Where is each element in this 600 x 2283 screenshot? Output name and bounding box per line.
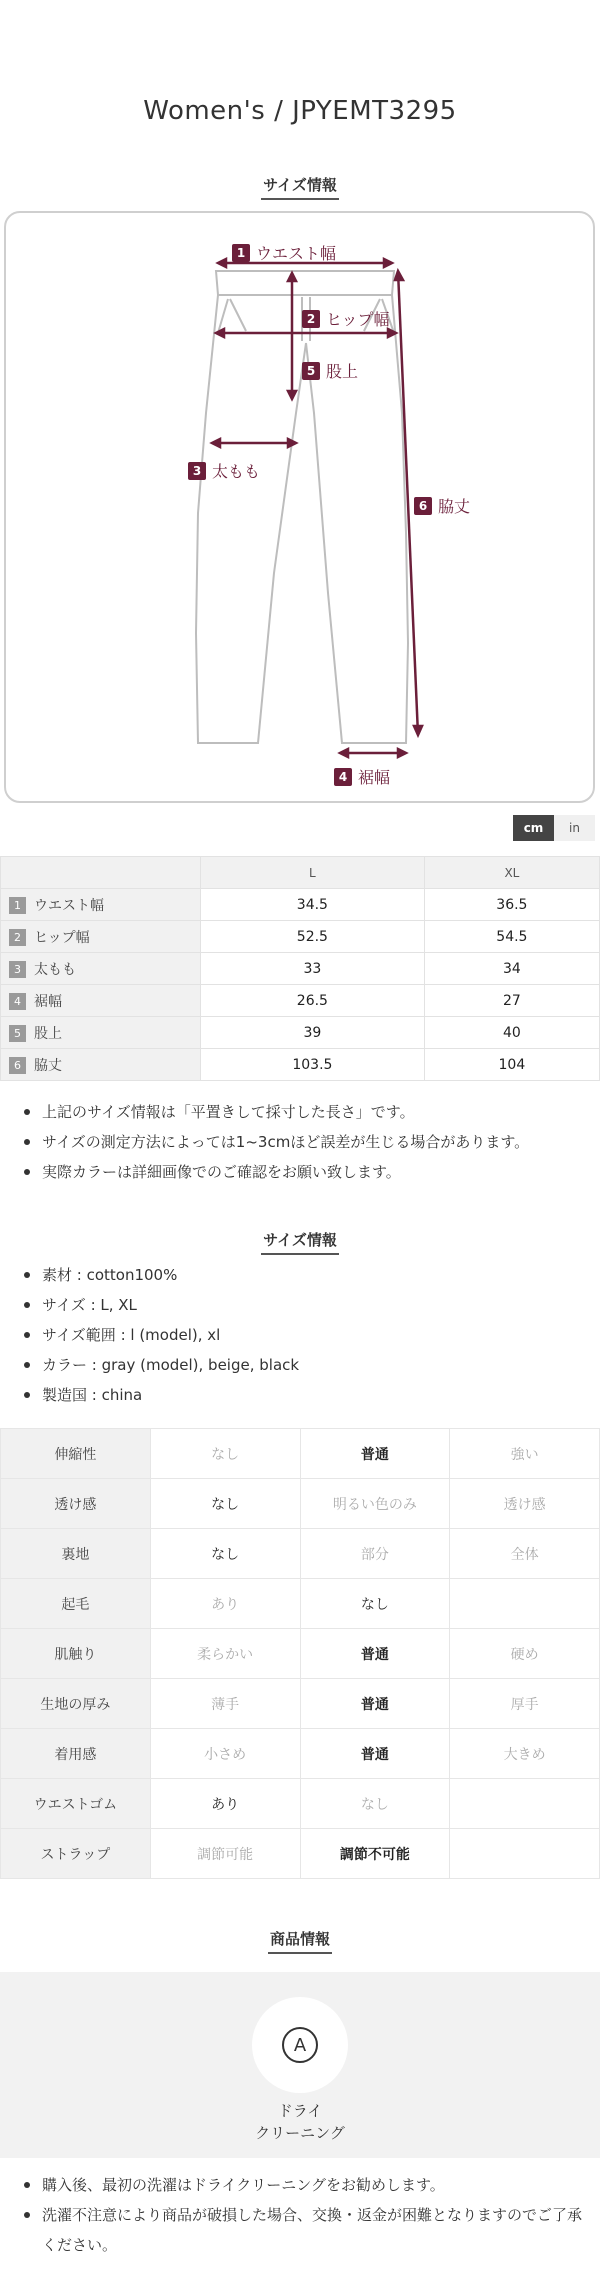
attribute-option: 明るい色のみ <box>300 1479 450 1529</box>
attribute-row <box>1 1829 600 1879</box>
attribute-option: あり <box>150 1579 300 1629</box>
attribute-label: 着用感 <box>1 1729 151 1779</box>
attribute-row <box>1 1729 600 1779</box>
attribute-option: なし <box>300 1579 450 1629</box>
table-cell: 26.5 <box>201 985 425 1017</box>
list-item: 実際カラーは詳細画像でのご確認をお願い致します。 <box>22 1157 592 1187</box>
row-header: 1 ウエスト幅 <box>1 889 201 921</box>
pants-measurement-diagram <box>4 211 595 803</box>
attribute-label: 透け感 <box>1 1479 151 1529</box>
attribute-option: なし <box>150 1429 300 1479</box>
attribute-row <box>1 1679 600 1729</box>
attribute-row <box>1 1779 600 1829</box>
attribute-option: 普通 <box>300 1679 450 1729</box>
attribute-row <box>1 1529 600 1579</box>
table-row <box>1 985 600 1017</box>
attribute-option: 調節不可能 <box>300 1829 450 1879</box>
attribute-option <box>450 1829 600 1879</box>
attribute-label: ウエストゴム <box>1 1779 151 1829</box>
attribute-row <box>1 1629 600 1679</box>
list-item: 素材 : cotton100% <box>22 1260 592 1290</box>
attribute-option: 厚手 <box>450 1679 600 1729</box>
size-table-corner <box>1 857 201 889</box>
size-table <box>0 856 600 1081</box>
row-header: 3 太もも <box>1 953 201 985</box>
attribute-option: なし <box>150 1479 300 1529</box>
list-item: サイズ範囲 : l (model), xl <box>22 1320 592 1350</box>
row-header: 5 股上 <box>1 1017 201 1049</box>
table-cell: 36.5 <box>424 889 599 921</box>
table-cell: 40 <box>424 1017 599 1049</box>
product-specs-list <box>22 1260 592 1410</box>
table-cell: 39 <box>201 1017 425 1049</box>
table-row <box>1 953 600 985</box>
page-title: Women's / JPYEMT3295 <box>143 96 457 126</box>
care-notes-list <box>22 2170 592 2260</box>
row-header: 6 脇丈 <box>1 1049 201 1081</box>
unit-cm-button[interactable]: cm <box>513 815 554 841</box>
size-info-heading: サイズ情報 <box>0 174 600 200</box>
list-item: サイズの測定方法によっては1~3cmほど誤差が生じる場合があります。 <box>22 1127 592 1157</box>
attribute-option: 普通 <box>300 1629 450 1679</box>
care-box <box>0 1972 600 2158</box>
attribute-option: 全体 <box>450 1529 600 1579</box>
table-cell: 103.5 <box>201 1049 425 1081</box>
table-row <box>1 1049 600 1081</box>
product-specs-heading: サイズ情報 <box>0 1229 600 1255</box>
attribute-option <box>450 1779 600 1829</box>
label-hip: 2 ヒップ幅 <box>302 307 390 330</box>
attribute-label: 肌触り <box>1 1629 151 1679</box>
fabric-attribute-table <box>0 1428 600 1879</box>
dry-clean-icon: A <box>282 2027 318 2063</box>
attribute-option: 小さめ <box>150 1729 300 1779</box>
attribute-option: あり <box>150 1779 300 1829</box>
attribute-option <box>450 1579 600 1629</box>
list-item: 上記のサイズ情報は「平置きして採寸した長さ」です。 <box>22 1097 592 1127</box>
table-cell: 54.5 <box>424 921 599 953</box>
attribute-option: 普通 <box>300 1729 450 1779</box>
unit-toggle <box>513 815 595 841</box>
attribute-option: 硬め <box>450 1629 600 1679</box>
table-cell: 27 <box>424 985 599 1017</box>
table-row <box>1 889 600 921</box>
attribute-row <box>1 1479 600 1529</box>
label-hem: 4 裾幅 <box>334 765 390 788</box>
attribute-option: 部分 <box>300 1529 450 1579</box>
table-cell: 104 <box>424 1049 599 1081</box>
label-thigh: 3 太もも <box>188 459 260 482</box>
size-table-header <box>1 857 600 889</box>
attribute-label: 生地の厚み <box>1 1679 151 1729</box>
table-cell: 34.5 <box>201 889 425 921</box>
size-notes-list <box>22 1097 592 1187</box>
label-side-length: 6 脇丈 <box>414 494 470 517</box>
attribute-option: なし <box>150 1529 300 1579</box>
label-waist: 1 ウエスト幅 <box>232 241 336 264</box>
attribute-option: 調節可能 <box>150 1829 300 1879</box>
attribute-option: 柔らかい <box>150 1629 300 1679</box>
table-cell: 34 <box>424 953 599 985</box>
list-item: サイズ : L, XL <box>22 1290 592 1320</box>
table-cell: 52.5 <box>201 921 425 953</box>
attribute-row <box>1 1579 600 1629</box>
attribute-option: なし <box>300 1779 450 1829</box>
care-heading: 商品情報 <box>0 1928 600 1954</box>
attribute-label: 伸縮性 <box>1 1429 151 1479</box>
attribute-option: 強い <box>450 1429 600 1479</box>
list-item: 製造国 : china <box>22 1380 592 1410</box>
attribute-label: 起毛 <box>1 1579 151 1629</box>
row-header: 4 裾幅 <box>1 985 201 1017</box>
attribute-option: 普通 <box>300 1429 450 1479</box>
care-icon-circle <box>252 1997 348 2093</box>
list-item: カラー : gray (model), beige, black <box>22 1350 592 1380</box>
size-column-header: XL <box>424 857 599 889</box>
label-rise: 5 股上 <box>302 359 358 382</box>
unit-in-button[interactable]: in <box>554 815 595 841</box>
attribute-label: 裏地 <box>1 1529 151 1579</box>
table-row <box>1 921 600 953</box>
pants-outline-illustration <box>6 213 597 805</box>
attribute-option: 大きめ <box>450 1729 600 1779</box>
table-cell: 33 <box>201 953 425 985</box>
list-item: 購入後、最初の洗濯はドライクリーニングをお勧めします。 <box>22 2170 592 2200</box>
attribute-label: ストラップ <box>1 1829 151 1879</box>
table-row <box>1 1017 600 1049</box>
attribute-option: 薄手 <box>150 1679 300 1729</box>
row-header: 2 ヒップ幅 <box>1 921 201 953</box>
size-column-header: L <box>201 857 425 889</box>
attribute-option: 透け感 <box>450 1479 600 1529</box>
attribute-row <box>1 1429 600 1479</box>
care-label: ドライ クリーニング <box>255 2102 345 2142</box>
list-item: 洗濯不注意により商品が破損した場合、交換・返金が困難となりますのでご了承ください。 <box>22 2200 592 2260</box>
